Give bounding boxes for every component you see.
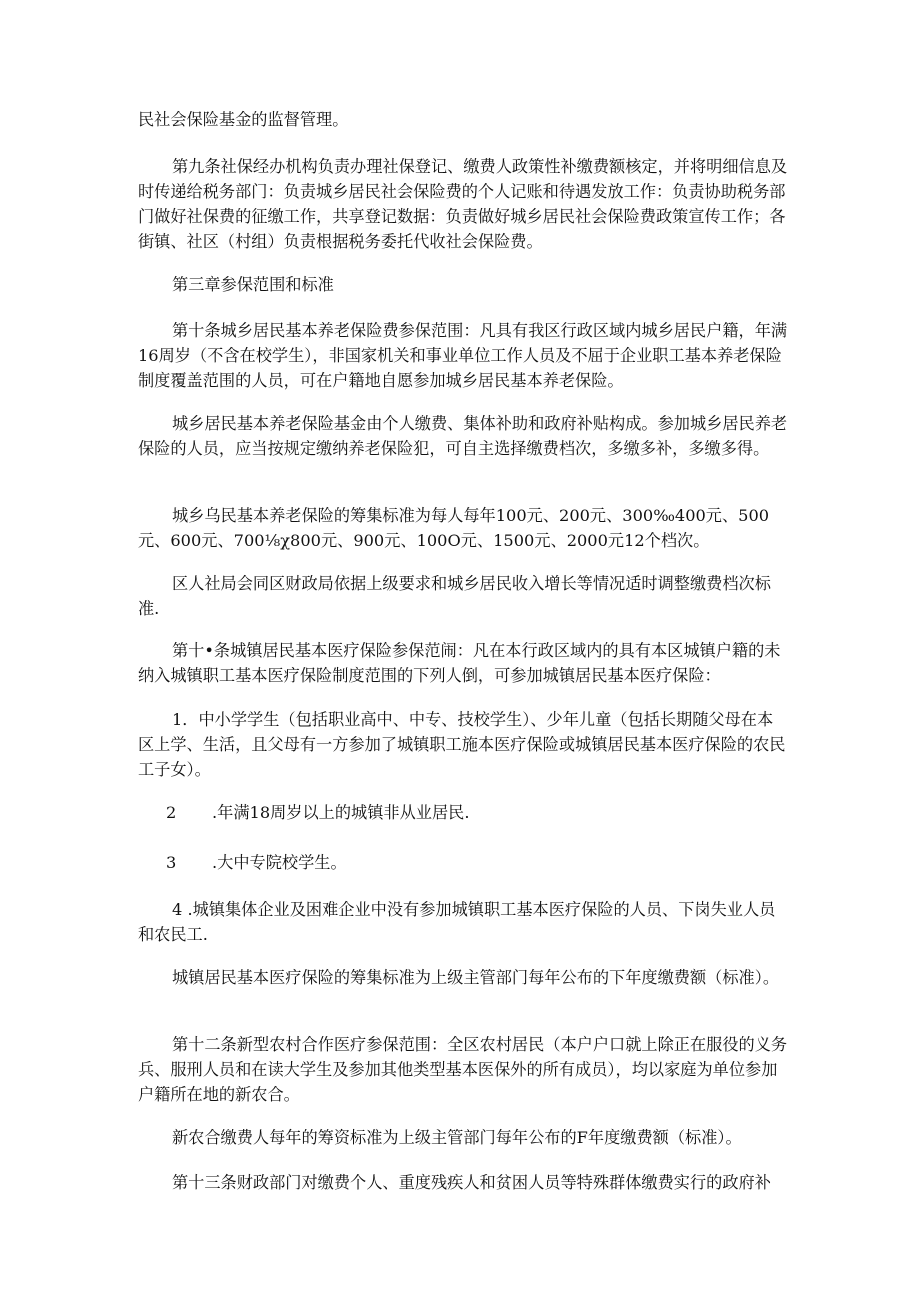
paragraph-article-9: 第九条社保经办机构负责办理社保登记、缴费人政策性补缴费额核定，并将明细信息及时传递给税务部门：负责城乡居民社会保险费的个人记账和待遇发放工作：负责协助税务部门做好社保费的征缴工作，共享登记数据：负责做好城乡居民社会保险费政策宣传工作；各街镇、社区（村组）负责根据税务委托代收社会保险费。 bbox=[138, 157, 788, 251]
paragraph-pension-fund: 城乡居民基本养老保险基金由个人缴费、集体补助和政府补贴构成。参加城乡居民养老保险的人员，应当按规定缴纳养老保险犯，可自主选择缴费档次，多缴多补，多缴多得。 bbox=[138, 414, 788, 458]
list-item-3 bbox=[166, 850, 347, 875]
paragraph-tier-adjustment: 区人社局会同区财政局依据上级要求和城乡居民收入增长等情况适时调整缴费档次标准. bbox=[138, 574, 771, 618]
paragraph-ncms-standard: 新农合缴费人每年的筹资标准为上级主管部门每年公布的F年度缴费额（标准）。 bbox=[172, 1128, 742, 1147]
paragraph-article-13: 第十三条财政部门对缴费个人、重度残疾人和贫困人员等特殊群体缴费实行的政府补 bbox=[172, 1173, 771, 1192]
paragraph-pension-tiers: 城乡乌民基本养老保险的筹集标准为每人每年100元、200元、300‰400元、500元、600元、700⅛χ800元、900元、100O元、1500元、2000元12个档次。 bbox=[138, 506, 770, 550]
paragraph-urban-medical-standard: 城镇居民基本医疗保险的筹集标准为上级主管部门每年公布的下年度缴费额（标准）。 bbox=[172, 968, 780, 987]
paragraph-article-12: 第十二条新型农村合作医疗参保范围：全区农村居民（本户户口就上除正在服役的义务兵、服刑人员和在读大学生及参加其他类型基本医保外的所有成员），均以家庭为单位参加户籍所在地的新农合。 bbox=[138, 1035, 788, 1104]
paragraph-fund-supervision: 民社会保险基金的监督管理。 bbox=[138, 110, 349, 129]
list-item-2-number: 2 bbox=[166, 803, 177, 822]
paragraph-article-10: 第十条城乡居民基本养老保险费参保范围：凡具有我区行政区域内城乡居民户籍，年满16周岁（不含在校学生），非国家机关和事业单位工作人员及不屈于企业职工基本养老保险制度覆盖范围的人员，可在户籍地自愿参加城乡居民基本养老保险。 bbox=[138, 321, 788, 390]
paragraph-article-11: 第十•条城镇居民基本医疗保险参保范闹：凡在本行政区域内的具有本区城镇户籍的未纳入城镇职工基本医疗保险制度范围的下列人倒，可参加城镇居民基本医疗保险： bbox=[138, 641, 781, 685]
chapter-3-heading: 第三章参保范围和标准 bbox=[172, 275, 334, 294]
list-item-4: 4 .城镇集体企业及困难企业中没有参加城镇职工基本医疗保险的人员、下岗失业人员和农民工. bbox=[138, 900, 776, 944]
list-item-1: 1．中小学学生（包括职业高中、中专、技校学生）、少年儿童（包括长期随父母在本区上学、生活，且父母有一方参加了城镇职工施本医疗保险或城镇居民基本医疗保险的农民工子女）。 bbox=[138, 710, 786, 779]
list-item-3-number: 3 bbox=[166, 853, 177, 872]
list-item-2-text: .年满18周岁以上的城镇非从业居民. bbox=[212, 803, 470, 822]
list-item-3-text: .大中专院校学生。 bbox=[212, 853, 347, 872]
list-item-2 bbox=[166, 800, 470, 825]
